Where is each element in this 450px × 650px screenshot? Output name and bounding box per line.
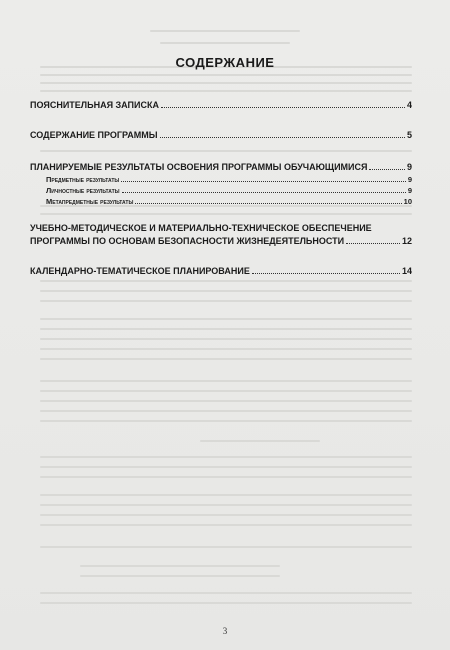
bleed-through-line	[40, 213, 412, 215]
toc-leader-dots	[135, 196, 401, 204]
bleed-through-line	[200, 440, 320, 442]
toc-entry-planned-results	[30, 162, 412, 172]
bleed-through-line	[40, 524, 412, 526]
toc-entry-calendar-planning	[30, 266, 412, 276]
bleed-through-line	[40, 328, 412, 330]
toc-entry-label: Личностные результаты	[46, 186, 120, 195]
bleed-through-line	[40, 494, 412, 496]
bleed-through-line	[40, 74, 412, 76]
toc-entry-metasubject-results	[46, 196, 412, 206]
bleed-through-line	[40, 456, 412, 458]
toc-page-number: 14	[401, 266, 412, 276]
toc-entry-methodical-support	[30, 222, 412, 248]
page-title: СОДЕРЖАНИЕ	[175, 55, 275, 70]
bleed-through-line	[40, 546, 412, 548]
toc-entry-label-line2: ПРОГРАММЫ ПО ОСНОВАМ БЕЗОПАСНОСТИ ЖИЗНЕДЕЯТЕЛЬНОСТИ	[30, 236, 345, 246]
toc-leader-dots	[122, 185, 406, 193]
toc-entry-label: ПЛАНИРУЕМЫЕ РЕЗУЛЬТАТЫ ОСВОЕНИЯ ПРОГРАММЫ ОБУЧАЮЩИМИСЯ	[30, 162, 368, 172]
toc-entry-label: ПОЯСНИТЕЛЬНАЯ ЗАПИСКА	[30, 100, 159, 110]
bleed-through-line	[40, 466, 412, 468]
toc-leader-dots	[369, 162, 405, 170]
bleed-through-line	[40, 280, 412, 282]
bleed-through-line	[40, 90, 412, 92]
toc-leader-dots	[252, 266, 400, 274]
toc-entry-label: КАЛЕНДАРНО-ТЕМАТИЧЕСКОЕ ПЛАНИРОВАНИЕ	[30, 266, 250, 276]
toc-entry-personal-results	[46, 185, 412, 195]
bleed-through-line	[40, 420, 412, 422]
toc-entry-label: СОДЕРЖАНИЕ ПРОГРАММЫ	[30, 130, 158, 140]
bleed-through-line	[160, 42, 290, 44]
toc-entry-line2	[30, 235, 412, 248]
bleed-through-line	[40, 290, 412, 292]
toc-leader-dots	[121, 174, 406, 182]
toc-entry-subject-results	[46, 174, 412, 184]
toc-entry-label: Предметные результаты	[46, 175, 120, 184]
toc-leader-dots	[346, 236, 400, 244]
bleed-through-line	[40, 338, 412, 340]
bleed-through-line	[40, 602, 412, 604]
bleed-through-line	[40, 410, 412, 412]
toc-entry-label: Метапредметные результаты	[46, 197, 134, 206]
toc-entry-program-content	[30, 130, 412, 140]
toc-page-number: 9	[406, 162, 412, 172]
toc-entry-explanatory-note	[30, 100, 412, 110]
bleed-through-line	[40, 82, 412, 84]
bleed-through-line	[40, 150, 412, 152]
bleed-through-line	[40, 400, 412, 402]
bleed-through-line	[150, 30, 300, 32]
toc-page-number: 4	[406, 100, 412, 110]
bleed-through-line	[80, 575, 280, 577]
bleed-through-line	[40, 348, 412, 350]
toc-entry-label-line1: УЧЕБНО-МЕТОДИЧЕСКОЕ И МАТЕРИАЛЬНО-ТЕХНИЧЕСКОЕ ОБЕСПЕЧЕНИЕ	[30, 223, 372, 233]
bleed-through-line	[40, 318, 412, 320]
bleed-through-line	[40, 504, 412, 506]
toc-page-number: 10	[403, 197, 412, 206]
bleed-through-line	[80, 565, 280, 567]
bleed-through-line	[40, 380, 412, 382]
bleed-through-line	[40, 358, 412, 360]
toc-page-number: 9	[407, 186, 412, 195]
bleed-through-line	[40, 390, 412, 392]
toc-page-number: 5	[406, 130, 412, 140]
toc-leader-dots	[161, 100, 405, 108]
bleed-through-line	[40, 592, 412, 594]
bleed-through-line	[40, 476, 412, 478]
bleed-through-line	[40, 300, 412, 302]
bleed-through-line	[40, 514, 412, 516]
toc-leader-dots	[160, 130, 405, 138]
page-number: 3	[222, 626, 228, 636]
toc-page-number: 9	[407, 175, 412, 184]
toc-page-number: 12	[401, 236, 412, 246]
